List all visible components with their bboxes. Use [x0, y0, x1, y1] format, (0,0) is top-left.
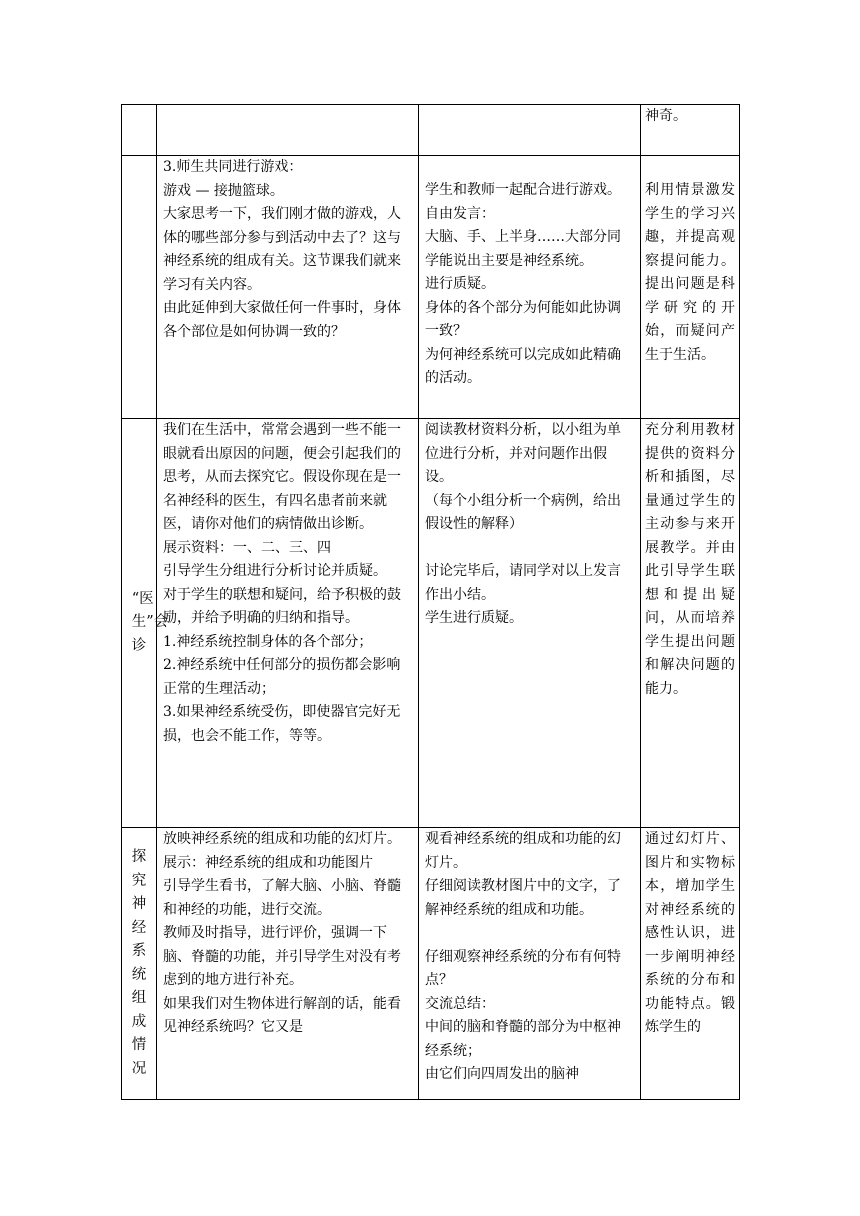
paragraph: 利用情景激发学生的学习兴趣，并提高观察提问能力。提出问题是科学研究的开始，而疑问产生于生活。	[645, 182, 735, 363]
paragraph: 1.神经系统控制身体的各个部分；	[163, 633, 373, 650]
paragraph: 引导学生分组进行分析讨论并质疑。	[163, 563, 387, 579]
blank-line	[425, 537, 634, 561]
student-activity-cell	[419, 156, 641, 419]
paragraph: 3.师生共同进行游戏：	[163, 159, 303, 175]
paragraph: 充分利用教材提供的资料分析和插图，尽量通过学生的主动参与来开展教学。并由此引导学生联想和提出疑问，从而培养学生提出问题和解决问题的能力。	[645, 422, 735, 697]
lesson-plan-table	[121, 104, 740, 1100]
paragraph: 身体的各个部分为何能如此协调一致？	[425, 299, 621, 339]
stage-cell	[122, 105, 157, 156]
table-row	[122, 105, 740, 156]
paragraph: 观看神经系统的组成和功能的幻灯片。	[425, 831, 621, 871]
table-row	[122, 419, 740, 828]
paragraph: 展示：神经系统的组成和功能图片	[163, 854, 373, 871]
paragraph: 放映神经系统的组成和功能的幻灯片。	[163, 831, 401, 847]
paragraph: 讨论完毕后，请同学对以上发言作出小结。	[425, 563, 621, 603]
stage-text: 探究神经系统组成情况	[131, 849, 147, 1077]
paragraph: 进行质疑。	[425, 276, 495, 292]
paragraph: 交流总结：	[425, 995, 495, 1012]
paragraph: 学生和教师一起配合进行游戏。	[425, 182, 621, 198]
paragraph: 3.如果神经系统受伤，即使器官完好无损，也会不能工作，等等。	[163, 704, 401, 744]
design-intent-cell	[641, 828, 740, 1100]
design-intent-cell	[641, 156, 740, 419]
paragraph: 如果我们对生物体进行解剖的话，能看见神经系统吗？它又是	[163, 995, 401, 1035]
teacher-activity-cell	[157, 105, 419, 156]
paragraph: 通过幻灯片、图片和实物标本，增加学生对神经系统的感性认识，进一步阐明神经系统的分布和功能特点。锻炼学生的	[645, 831, 735, 1035]
paragraph: 我们在生活中，常常会遇到一些不能一眼就看出原因的问题，便会引起我们的思考，从而去探究它。假设你现在是一名神经科的医生，有四名患者前来就医，请你对他们的病情做出诊断。	[163, 422, 401, 532]
paragraph: 仔细观察神经系统的分布有何特点？	[425, 948, 621, 988]
paragraph: 由此延伸到大家做任何一件事时，身体各个部位是如何协调一致的？	[163, 300, 401, 340]
paragraph: 大家思考一下，我们刚才做的游戏，人体的哪些部分参与到活动中去了？这与神经系统的组成有关。这节课我们就来学习有关内容。	[163, 206, 401, 293]
paragraph: 中间的脑和脊髓的部分为中枢神经系统；	[425, 1019, 621, 1059]
blank-line	[425, 922, 634, 946]
student-activity-cell	[419, 828, 641, 1100]
paragraph: 教师及时指导，进行评价，强调一下脑、脊髓的功能，并引导学生对没有考虑到的地方进行补充。	[163, 925, 401, 988]
design-intent-cell	[641, 419, 740, 828]
teacher-activity-cell	[157, 156, 419, 419]
paragraph: 仔细阅读教材图片中的文字，了解神经系统的组成和功能。	[425, 878, 621, 918]
paragraph: 大脑、手、上半身……大部分同学能说出主要是神经系统。	[425, 229, 621, 269]
stage-cell	[122, 156, 157, 419]
paragraph: 阅读教材资料分析，以小组为单位进行分析，并对问题作出假设。	[425, 422, 621, 485]
paragraph: 为何神经系统可以完成如此精确的活动。	[425, 346, 621, 386]
paragraph: 学生进行质疑。	[425, 610, 523, 626]
paragraph: 引导学生看书，了解大脑、小脑、脊髓和神经的功能，进行交流。	[163, 878, 401, 918]
stage-cell	[122, 419, 169, 828]
student-activity-cell	[419, 105, 641, 156]
table-row	[122, 828, 740, 1100]
paragraph: 由它们向四周发出的脑神	[425, 1066, 579, 1082]
paragraph: 展示资料：一、二、三、四	[163, 539, 331, 556]
teacher-activity-cell	[157, 419, 419, 828]
paragraph: 神奇。	[645, 108, 687, 124]
teacher-activity-cell	[157, 828, 419, 1100]
table-row	[122, 156, 740, 419]
paragraph: 游戏 — 接抛篮球。	[163, 182, 284, 199]
student-activity-cell	[419, 419, 641, 828]
stage-text: “医生”会诊	[131, 590, 169, 654]
design-intent-cell	[641, 105, 740, 156]
stage-cell	[122, 828, 157, 1100]
paragraph: 2.神经系统中任何部分的损伤都会影响正常的生理活动；	[163, 657, 401, 697]
paragraph: 对于学生的联想和疑问，给予积极的鼓励，并给予明确的归纳和指导。	[163, 586, 401, 626]
paragraph: （每个小组分析一个病例，给出假设性的解释）	[425, 492, 621, 532]
paragraph: 自由发言：	[425, 205, 495, 222]
